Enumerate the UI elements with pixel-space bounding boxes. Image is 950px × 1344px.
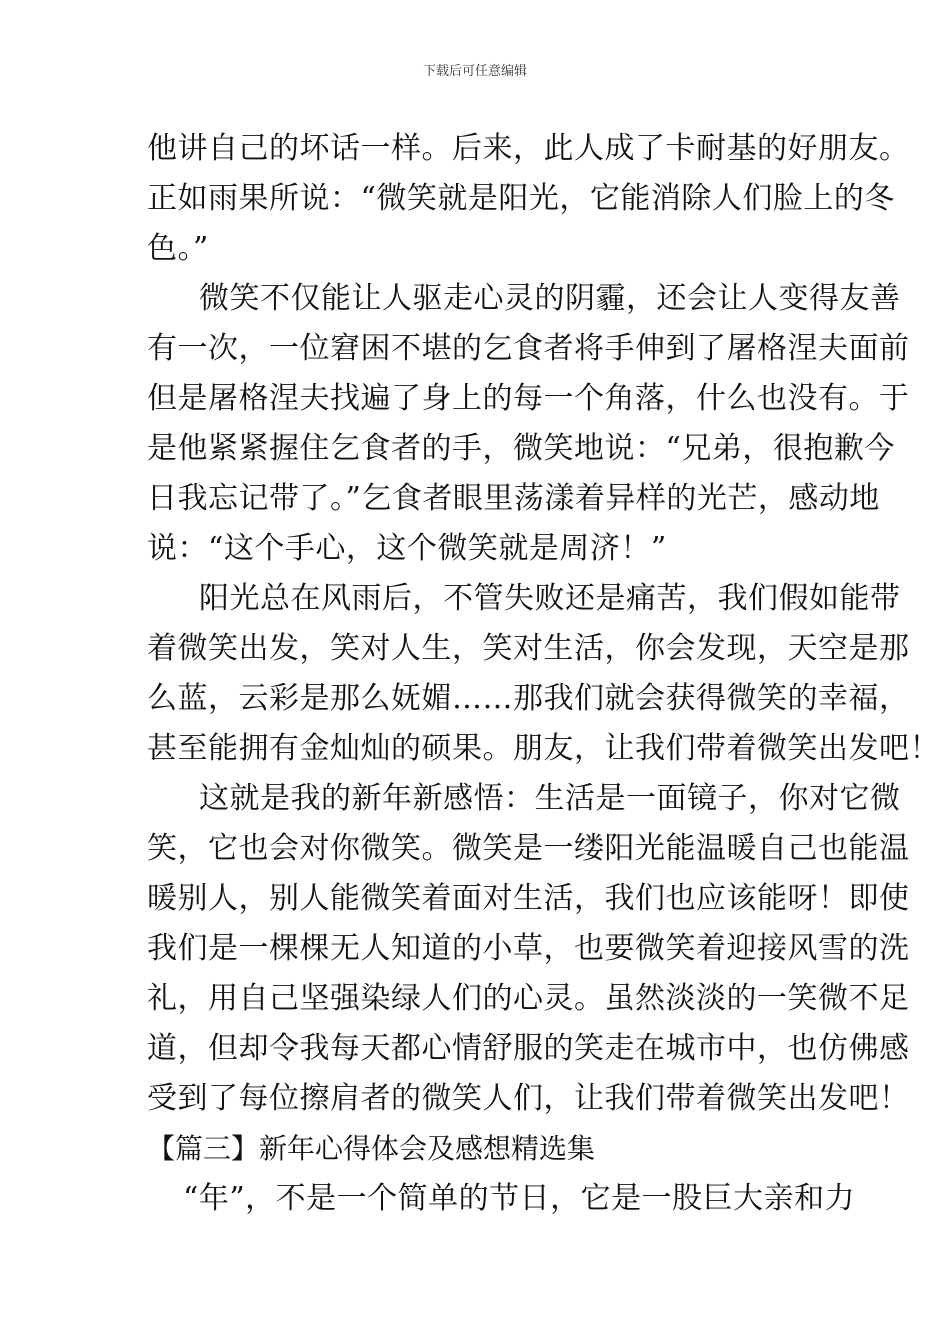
text-line: 色。”	[147, 231, 209, 266]
text-line: 正如雨果所说：“微笑就是阳光，它能消除人们脸上的冬	[147, 181, 895, 216]
text-line: 有一次，一位窘困不堪的乞食者将手伸到了屠格涅夫面前	[147, 331, 910, 366]
text-line: 日我忘记带了。”乞食者眼里荡漾着异样的光芒，感动地	[147, 481, 880, 516]
text-line: 笑，它也会对你微笑。微笑是一缕阳光能温暖自己也能温	[147, 831, 910, 866]
paragraph-start-line: 微笑不仅能让人驱走心灵的阴霾，还会让人变得友善	[199, 281, 901, 316]
text-line: 但是屠格涅夫找遍了身上的每一个角落，什么也没有。于	[147, 381, 910, 416]
text-line: 暖别人，别人能微笑着面对生活，我们也应该能呀！即使	[147, 881, 910, 916]
text-line: 受到了每位擦肩者的微笑人们，让我们带着微笑出发吧！	[147, 1081, 910, 1116]
paragraph-start-line: “年”，不是一个简单的节日，它是一股巨大亲和力	[183, 1181, 856, 1216]
text-line: 是他紧紧握住乞食者的手，微笑地说：“兄弟，很抱歉今	[147, 431, 895, 466]
text-line: 说：“这个手心，这个微笑就是周济！”	[147, 531, 667, 566]
text-line: 么蓝，云彩是那么妩媚……那我们就会获得微笑的幸福，	[147, 681, 910, 716]
text-line: 着微笑出发，笑对人生，笑对生活，你会发现，天空是那	[147, 631, 910, 666]
text-line: 礼，用自己坚强染绿人们的心灵。虽然淡淡的一笑微不足	[147, 981, 910, 1016]
page-header: 下载后可任意编辑	[422, 64, 527, 79]
document-body	[147, 124, 940, 1224]
text-line: 他讲自己的坏话一样。后来，此人成了卡耐基的好朋友。	[147, 131, 910, 166]
text-line: 道，但却令我每天都心情舒服的笑走在城市中，也仿佛感	[147, 1031, 910, 1066]
section-heading: 【篇三】新年心得体会及感想精选集	[147, 1132, 596, 1165]
text-line: 甚至能拥有金灿灿的硕果。朋友，让我们带着微笑出发吧！	[147, 731, 940, 766]
paragraph-start-line: 这就是我的新年新感悟：生活是一面镜子，你对它微	[199, 781, 901, 816]
paragraph-start-line: 阳光总在风雨后，不管失败还是痛苦，我们假如能带	[199, 581, 901, 616]
text-line: 我们是一棵棵无人知道的小草，也要微笑着迎接风雪的洗	[147, 931, 910, 966]
